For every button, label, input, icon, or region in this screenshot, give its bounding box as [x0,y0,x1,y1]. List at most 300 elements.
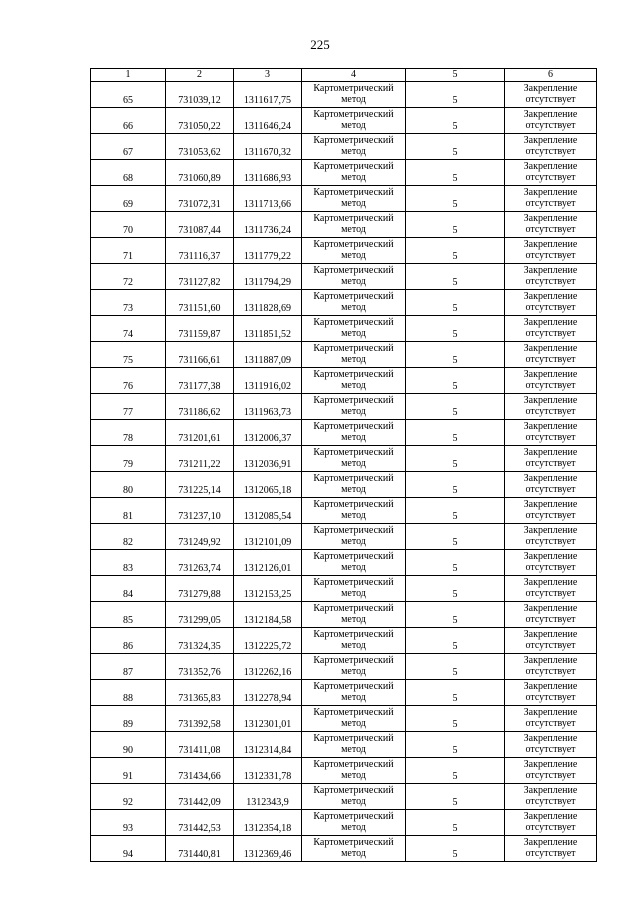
fixing-cell-line: отсутствует [525,613,576,625]
fixing-cell [505,316,597,342]
accuracy-cell: 5 [406,758,505,784]
method-cell [302,264,406,290]
method-cell [302,160,406,186]
method-cell [302,680,406,706]
method-cell [302,836,406,862]
method-cell-line: метод [341,717,366,729]
method-cell [302,602,406,628]
x-coordinate-cell: 731166,61 [166,342,234,368]
x-coordinate-cell: 731053,62 [166,134,234,160]
method-cell-line: Картометрический [313,187,394,198]
accuracy-cell: 5 [406,576,505,602]
accuracy-cell: 5 [406,810,505,836]
method-cell [302,342,406,368]
method-cell-line: метод [341,327,366,339]
fixing-cell [505,264,597,290]
point-number-cell: 86 [91,628,166,654]
column-header: 1 [91,69,166,82]
fixing-cell-line: Закрепление [523,473,578,484]
y-coordinate-cell: 1312301,01 [234,706,302,732]
fixing-cell [505,446,597,472]
table-header-row [91,69,597,82]
x-coordinate-cell: 731299,05 [166,602,234,628]
method-cell [302,290,406,316]
fixing-cell [505,576,597,602]
y-coordinate-cell: 1311670,32 [234,134,302,160]
point-number-cell: 88 [91,680,166,706]
method-cell-line: метод [341,483,366,495]
method-cell-line: Картометрический [313,265,394,276]
x-coordinate-cell: 731072,31 [166,186,234,212]
fixing-cell [505,368,597,394]
y-coordinate-cell: 1311617,75 [234,82,302,108]
fixing-cell-line: Закрепление [523,135,578,146]
accuracy-cell: 5 [406,368,505,394]
accuracy-cell: 5 [406,134,505,160]
table-row [91,758,597,784]
x-coordinate-cell: 731352,76 [166,654,234,680]
x-coordinate-cell: 731249,92 [166,524,234,550]
method-cell [302,524,406,550]
table-row [91,628,597,654]
fixing-cell [505,108,597,134]
y-coordinate-cell: 1311828,69 [234,290,302,316]
y-coordinate-cell: 1311794,29 [234,264,302,290]
y-coordinate-cell: 1312101,09 [234,524,302,550]
point-number-cell: 83 [91,550,166,576]
method-cell [302,238,406,264]
x-coordinate-cell: 731186,62 [166,394,234,420]
x-coordinate-cell: 731060,89 [166,160,234,186]
method-cell-line: метод [341,405,366,417]
fixing-cell [505,134,597,160]
method-cell [302,654,406,680]
method-cell-line: метод [341,171,366,183]
table-row [91,472,597,498]
method-cell-line: Картометрический [313,369,394,380]
method-cell-line: метод [341,639,366,651]
y-coordinate-cell: 1312369,46 [234,836,302,862]
fixing-cell-line: отсутствует [525,145,576,157]
fixing-cell-line: Закрепление [523,447,578,458]
method-cell-line: метод [341,691,366,703]
fixing-cell-line: Закрепление [523,577,578,588]
y-coordinate-cell: 1311646,24 [234,108,302,134]
method-cell-line: Картометрический [313,785,394,796]
method-cell-line: Картометрический [313,135,394,146]
y-coordinate-cell: 1311736,24 [234,212,302,238]
fixing-cell [505,212,597,238]
y-coordinate-cell: 1311851,52 [234,316,302,342]
fixing-cell [505,810,597,836]
method-cell-line: метод [341,119,366,131]
method-cell [302,134,406,160]
fixing-cell-line: Закрепление [523,187,578,198]
method-cell-line: метод [341,613,366,625]
method-cell-line: метод [341,665,366,677]
method-cell-line: Картометрический [313,733,394,744]
fixing-cell-line: отсутствует [525,743,576,755]
fixing-cell [505,472,597,498]
fixing-cell [505,836,597,862]
method-cell-line: метод [341,93,366,105]
fixing-cell-line: отсутствует [525,717,576,729]
fixing-cell-line: Закрепление [523,603,578,614]
table-row [91,654,597,680]
point-number-cell: 67 [91,134,166,160]
method-cell-line: метод [341,847,366,859]
method-cell-line: Картометрический [313,759,394,770]
method-cell [302,732,406,758]
fixing-cell-line: Закрепление [523,109,578,120]
fixing-cell-line: отсутствует [525,769,576,781]
x-coordinate-cell: 731127,82 [166,264,234,290]
method-cell-line: Картометрический [313,655,394,666]
fixing-cell-line: Закрепление [523,759,578,770]
point-number-cell: 90 [91,732,166,758]
table-row [91,836,597,862]
fixing-cell [505,82,597,108]
method-cell-line: метод [341,561,366,573]
method-cell-line: Картометрический [313,239,394,250]
point-number-cell: 72 [91,264,166,290]
accuracy-cell: 5 [406,706,505,732]
fixing-cell-line: Закрепление [523,291,578,302]
method-cell-line: Картометрический [313,291,394,302]
fixing-cell-line: Закрепление [523,811,578,822]
accuracy-cell: 5 [406,264,505,290]
x-coordinate-cell: 731365,83 [166,680,234,706]
x-coordinate-cell: 731440,81 [166,836,234,862]
fixing-cell-line: Закрепление [523,837,578,848]
fixing-cell [505,732,597,758]
method-cell-line: метод [341,223,366,235]
fixing-cell [505,498,597,524]
y-coordinate-cell: 1312262,16 [234,654,302,680]
column-header: 2 [166,69,234,82]
table-row [91,706,597,732]
fixing-cell-line: Закрепление [523,681,578,692]
method-cell-line: метод [341,353,366,365]
point-number-cell: 71 [91,238,166,264]
accuracy-cell: 5 [406,550,505,576]
table-row [91,784,597,810]
accuracy-cell: 5 [406,290,505,316]
y-coordinate-cell: 1312314,84 [234,732,302,758]
fixing-cell [505,550,597,576]
table-row [91,82,597,108]
fixing-cell-line: отсутствует [525,301,576,313]
point-number-cell: 93 [91,810,166,836]
fixing-cell-line: Закрепление [523,733,578,744]
column-header: 3 [234,69,302,82]
fixing-cell-line: отсутствует [525,509,576,521]
point-number-cell: 87 [91,654,166,680]
method-cell-line: Картометрический [313,395,394,406]
column-header: 6 [505,69,597,82]
x-coordinate-cell: 731050,22 [166,108,234,134]
fixing-cell-line: отсутствует [525,223,576,235]
fixing-cell-line: отсутствует [525,535,576,547]
fixing-cell-line: отсутствует [525,561,576,573]
method-cell-line: метод [341,821,366,833]
y-coordinate-cell: 1312354,18 [234,810,302,836]
method-cell [302,316,406,342]
x-coordinate-cell: 731225,14 [166,472,234,498]
x-coordinate-cell: 731151,60 [166,290,234,316]
method-cell-line: Картометрический [313,343,394,354]
method-cell-line: Картометрический [313,551,394,562]
method-cell [302,368,406,394]
point-number-cell: 66 [91,108,166,134]
method-cell-line: Картометрический [313,577,394,588]
fixing-cell-line: отсутствует [525,691,576,703]
y-coordinate-cell: 1312036,91 [234,446,302,472]
point-number-cell: 69 [91,186,166,212]
accuracy-cell: 5 [406,732,505,758]
method-cell-line: метод [341,431,366,443]
accuracy-cell: 5 [406,446,505,472]
y-coordinate-cell: 1312184,58 [234,602,302,628]
accuracy-cell: 5 [406,394,505,420]
method-cell-line: Картометрический [313,837,394,848]
accuracy-cell: 5 [406,108,505,134]
method-cell [302,82,406,108]
accuracy-cell: 5 [406,654,505,680]
table-row [91,264,597,290]
y-coordinate-cell: 1312343,9 [234,784,302,810]
method-cell-line: Картометрический [313,317,394,328]
accuracy-cell: 5 [406,784,505,810]
fixing-cell [505,654,597,680]
method-cell-line: метод [341,535,366,547]
table-row [91,134,597,160]
method-cell-line: Картометрический [313,421,394,432]
method-cell-line: метод [341,795,366,807]
table-row [91,550,597,576]
method-cell-line: Картометрический [313,447,394,458]
fixing-cell-line: отсутствует [525,379,576,391]
x-coordinate-cell: 731201,61 [166,420,234,446]
method-cell-line: Картометрический [313,525,394,536]
x-coordinate-cell: 731434,66 [166,758,234,784]
fixing-cell-line: Закрепление [523,785,578,796]
table-row [91,810,597,836]
accuracy-cell: 5 [406,186,505,212]
fixing-cell-line: Закрепление [523,707,578,718]
accuracy-cell: 5 [406,420,505,446]
y-coordinate-cell: 1311887,09 [234,342,302,368]
fixing-cell [505,628,597,654]
method-cell [302,706,406,732]
fixing-cell [505,160,597,186]
fixing-cell-line: отсутствует [525,587,576,599]
method-cell-line: Картометрический [313,213,394,224]
x-coordinate-cell: 731411,08 [166,732,234,758]
accuracy-cell: 5 [406,524,505,550]
column-header: 4 [302,69,406,82]
x-coordinate-cell: 731263,74 [166,550,234,576]
fixing-cell-line: отсутствует [525,353,576,365]
method-cell-line: Картометрический [313,629,394,640]
x-coordinate-cell: 731116,37 [166,238,234,264]
point-number-cell: 81 [91,498,166,524]
table-row [91,212,597,238]
accuracy-cell: 5 [406,316,505,342]
table-row [91,602,597,628]
table-row [91,238,597,264]
table-row [91,576,597,602]
method-cell-line: Картометрический [313,161,394,172]
point-number-cell: 92 [91,784,166,810]
fixing-cell-line: Закрепление [523,629,578,640]
fixing-cell-line: Закрепление [523,161,578,172]
method-cell [302,628,406,654]
x-coordinate-cell: 731087,44 [166,212,234,238]
fixing-cell-line: отсутствует [525,197,576,209]
fixing-cell-line: отсутствует [525,483,576,495]
fixing-cell [505,602,597,628]
table-row [91,108,597,134]
method-cell [302,758,406,784]
x-coordinate-cell: 731442,53 [166,810,234,836]
method-cell-line: метод [341,457,366,469]
fixing-cell-line: Закрепление [523,655,578,666]
method-cell-line: метод [341,509,366,521]
table-row [91,368,597,394]
method-cell [302,420,406,446]
fixing-cell-line: отсутствует [525,821,576,833]
method-cell [302,212,406,238]
method-cell-line: Картометрический [313,681,394,692]
method-cell-line: метод [341,587,366,599]
table-row [91,498,597,524]
accuracy-cell: 5 [406,238,505,264]
x-coordinate-cell: 731211,22 [166,446,234,472]
table-row [91,680,597,706]
fixing-cell-line: Закрепление [523,499,578,510]
accuracy-cell: 5 [406,498,505,524]
point-number-cell: 84 [91,576,166,602]
fixing-cell-line: Закрепление [523,265,578,276]
accuracy-cell: 5 [406,82,505,108]
point-number-cell: 75 [91,342,166,368]
method-cell-line: Картометрический [313,83,394,94]
method-cell-line: метод [341,743,366,755]
fixing-cell [505,186,597,212]
accuracy-cell: 5 [406,836,505,862]
method-cell [302,550,406,576]
fixing-cell-line: отсутствует [525,431,576,443]
table-row [91,186,597,212]
method-cell-line: Картометрический [313,707,394,718]
table-row [91,342,597,368]
fixing-cell [505,290,597,316]
fixing-cell-line: отсутствует [525,119,576,131]
method-cell [302,472,406,498]
point-number-cell: 94 [91,836,166,862]
method-cell-line: Картометрический [313,109,394,120]
table-body [91,82,597,862]
fixing-cell-line: Закрепление [523,369,578,380]
table-row [91,732,597,758]
y-coordinate-cell: 1311686,93 [234,160,302,186]
method-cell-line: метод [341,301,366,313]
point-number-cell: 70 [91,212,166,238]
x-coordinate-cell: 731039,12 [166,82,234,108]
fixing-cell-line: отсутствует [525,93,576,105]
fixing-cell-line: отсутствует [525,249,576,261]
method-cell [302,394,406,420]
method-cell-line: метод [341,145,366,157]
table-row [91,524,597,550]
point-number-cell: 80 [91,472,166,498]
method-cell-line: Картометрический [313,603,394,614]
x-coordinate-cell: 731324,35 [166,628,234,654]
fixing-cell-line: отсутствует [525,795,576,807]
accuracy-cell: 5 [406,680,505,706]
point-number-cell: 85 [91,602,166,628]
fixing-cell [505,680,597,706]
y-coordinate-cell: 1312065,18 [234,472,302,498]
accuracy-cell: 5 [406,342,505,368]
point-number-cell: 73 [91,290,166,316]
fixing-cell-line: Закрепление [523,421,578,432]
method-cell [302,810,406,836]
method-cell-line: метод [341,249,366,261]
method-cell [302,446,406,472]
method-cell-line: Картометрический [313,473,394,484]
method-cell-line: Картометрический [313,499,394,510]
table-row [91,446,597,472]
method-cell-line: метод [341,197,366,209]
fixing-cell-line: отсутствует [525,639,576,651]
table-row [91,316,597,342]
fixing-cell [505,342,597,368]
method-cell-line: метод [341,379,366,391]
y-coordinate-cell: 1312126,01 [234,550,302,576]
method-cell-line: метод [341,275,366,287]
point-number-cell: 79 [91,446,166,472]
accuracy-cell: 5 [406,602,505,628]
fixing-cell [505,758,597,784]
fixing-cell-line: отсутствует [525,847,576,859]
fixing-cell-line: Закрепление [523,83,578,94]
method-cell [302,498,406,524]
x-coordinate-cell: 731159,87 [166,316,234,342]
method-cell [302,186,406,212]
y-coordinate-cell: 1312085,54 [234,498,302,524]
fixing-cell-line: отсутствует [525,457,576,469]
y-coordinate-cell: 1312006,37 [234,420,302,446]
x-coordinate-cell: 731177,38 [166,368,234,394]
point-number-cell: 82 [91,524,166,550]
y-coordinate-cell: 1312153,25 [234,576,302,602]
fixing-cell-line: Закрепление [523,551,578,562]
fixing-cell-line: Закрепление [523,213,578,224]
fixing-cell-line: отсутствует [525,171,576,183]
method-cell [302,576,406,602]
y-coordinate-cell: 1311713,66 [234,186,302,212]
y-coordinate-cell: 1311916,02 [234,368,302,394]
fixing-cell [505,784,597,810]
method-cell [302,784,406,810]
fixing-cell [505,238,597,264]
point-number-cell: 65 [91,82,166,108]
accuracy-cell: 5 [406,472,505,498]
fixing-cell-line: отсутствует [525,275,576,287]
table-row [91,394,597,420]
